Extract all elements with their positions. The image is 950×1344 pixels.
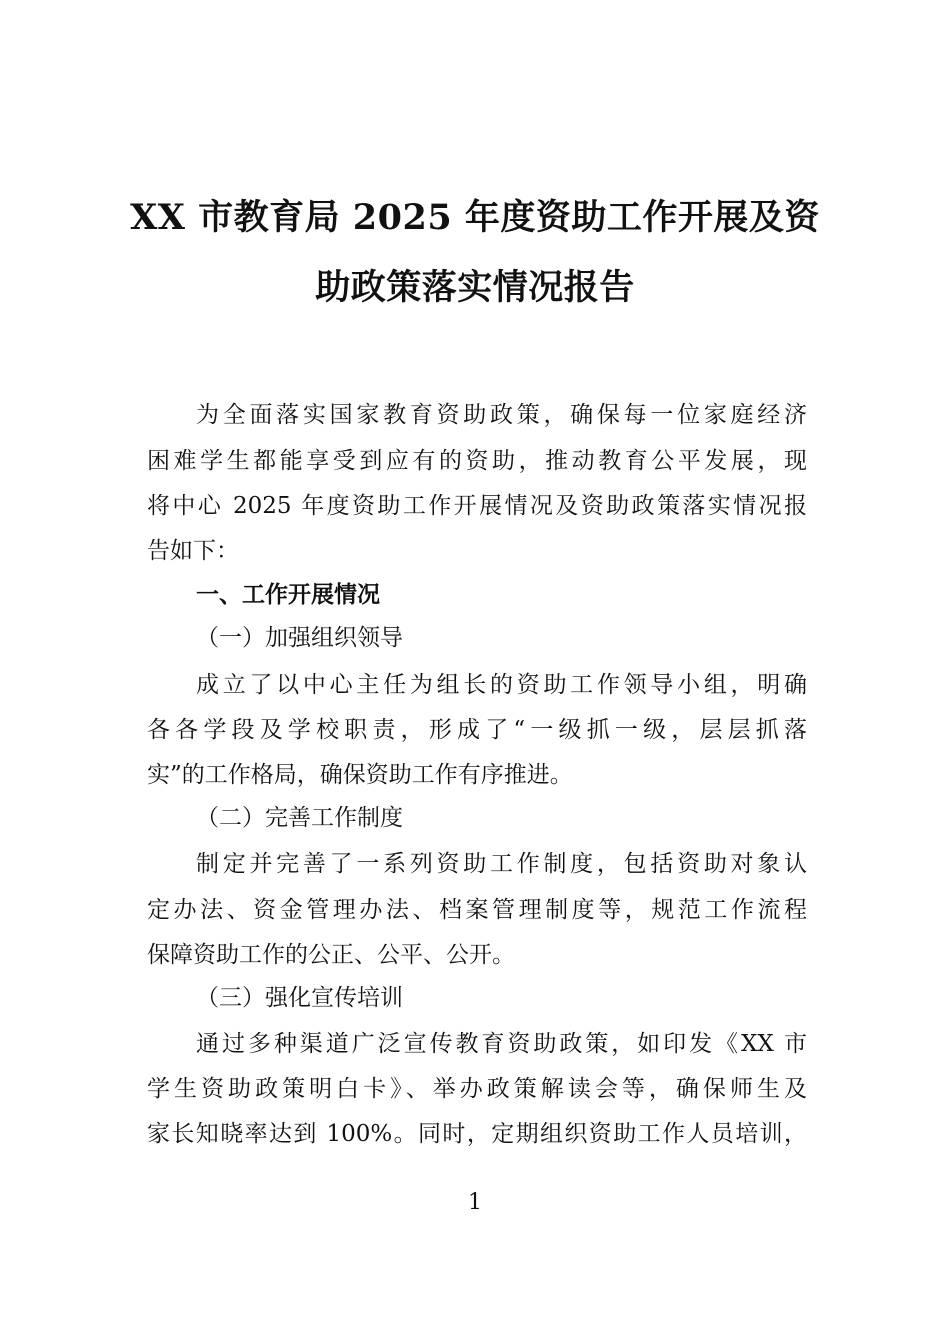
paragraph-line: 通过多种渠道广泛宣传教育资助政策，如印发《XX 市 xyxy=(196,1031,807,1057)
paragraph-line: 实”的工作格局，确保资助工作有序推进。 xyxy=(147,762,573,788)
paragraph-line: 各各学段及学校职责，形成了“一级抓一级，层层抓落 xyxy=(147,717,807,743)
subsection-heading: （三）强化宣传培训 xyxy=(196,985,403,1011)
page-number: 1 xyxy=(468,1190,482,1215)
paragraph-line: 成立了以中心主任为组长的资助工作领导小组，明确 xyxy=(196,672,807,698)
paragraph-line: 定办法、资金管理办法、档案管理制度等，规范工作流程 xyxy=(147,897,807,923)
intro-paragraph-line: 困难学生都能享受到应有的资助，推动教育公平发展，现 xyxy=(147,448,807,474)
intro-paragraph-line: 为全面落实国家教育资助政策，确保每一位家庭经济 xyxy=(196,402,807,428)
paragraph-line: 家长知晓率达到 100%。同时，定期组织资助工作人员培训， xyxy=(147,1121,807,1147)
document-title-line-1: XX 市教育局 2025 年度资助工作开展及资 xyxy=(130,197,820,238)
paragraph-line: 保障资助工作的公正、公平、公开。 xyxy=(147,942,515,968)
section-heading: 一、工作开展情况 xyxy=(196,582,380,608)
intro-paragraph-line: 告如下： xyxy=(147,538,239,564)
subsection-heading: （二）完善工作制度 xyxy=(196,805,403,831)
intro-paragraph-line: 将中心 2025 年度资助工作开展情况及资助政策落实情况报 xyxy=(147,493,807,519)
paragraph-line: 学生资助政策明白卡》、举办政策解读会等，确保师生及 xyxy=(147,1076,807,1102)
paragraph-line: 制定并完善了一系列资助工作制度，包括资助对象认 xyxy=(196,851,807,877)
document-title-line-2: 助政策落实情况报告 xyxy=(315,267,635,308)
subsection-heading: （一）加强组织领导 xyxy=(196,625,403,651)
